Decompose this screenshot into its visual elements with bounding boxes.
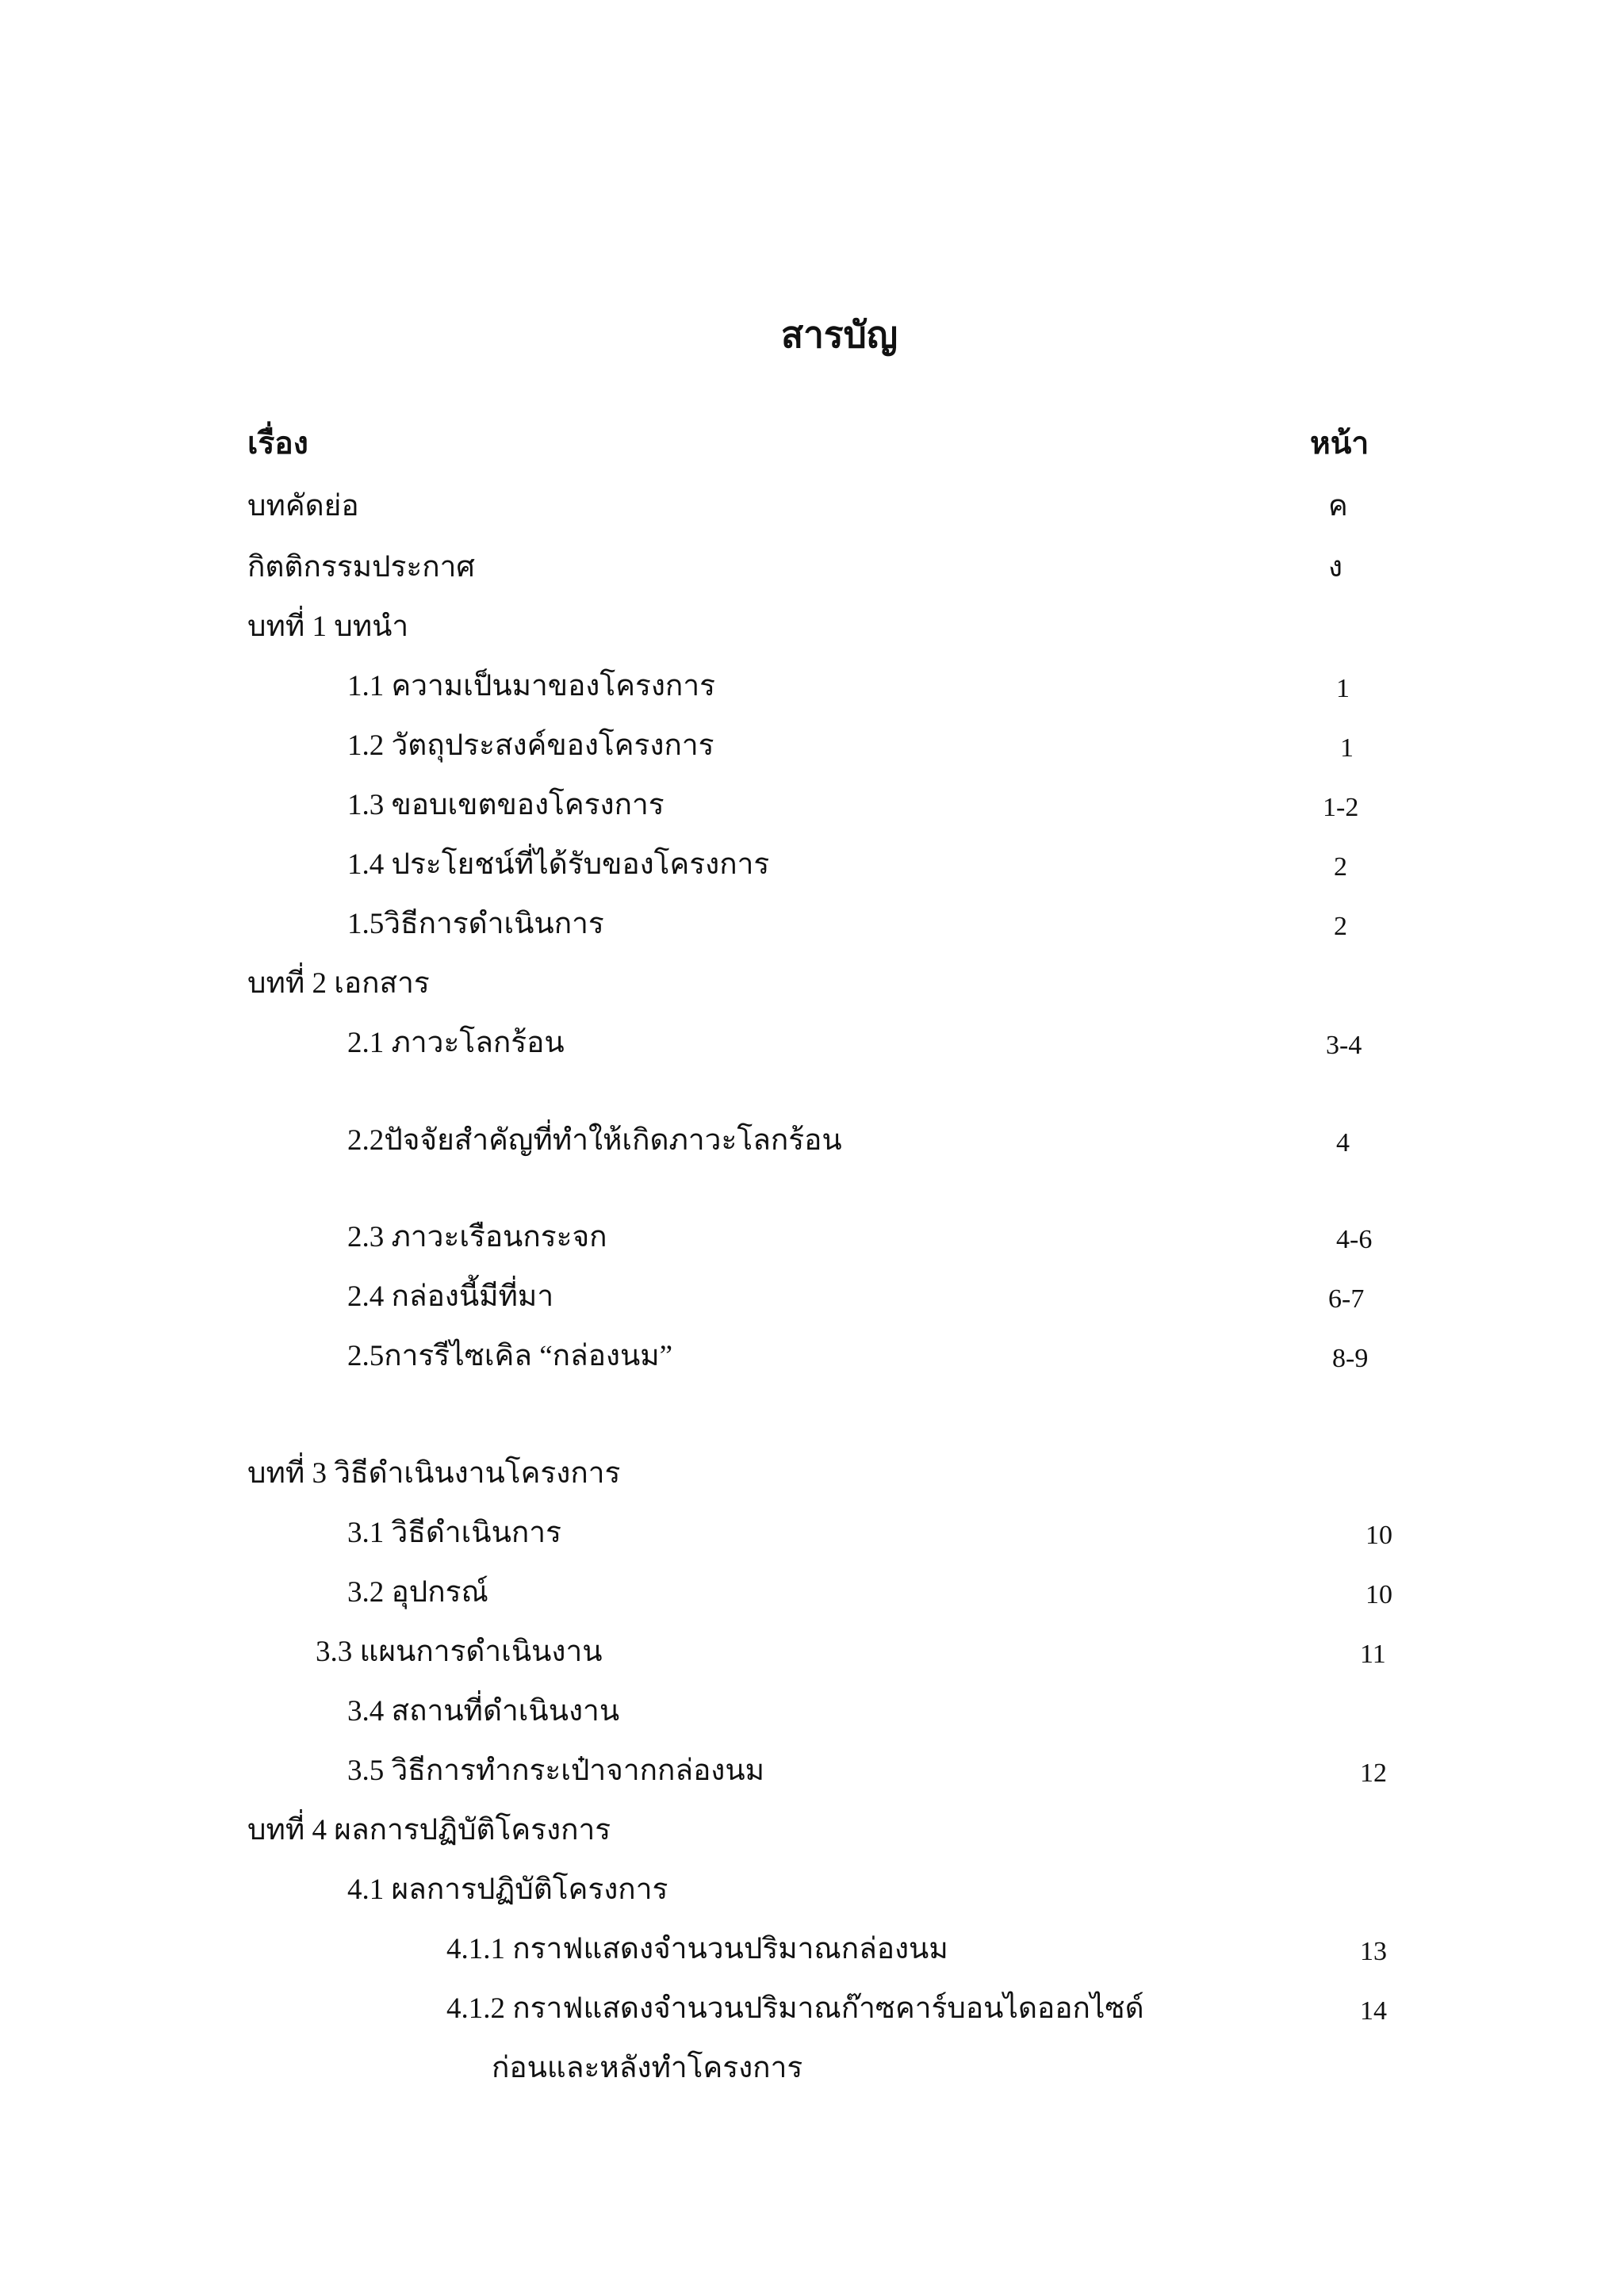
toc-chapter: บทที่ 3 วิธีดำเนินงานโครงการ [247, 1457, 621, 1490]
toc-entry: 4.1.2 กราฟแสดงจำนวนปริมาณก๊าซคาร์บอนไดออกไซด์ [446, 1992, 1144, 2025]
toc-entry-continuation: ก่อนและหลังทำโครงการ [492, 2052, 803, 2084]
toc-page: 10 [1365, 1521, 1392, 1550]
toc-entry: 3.4 สถานที่ดำเนินงาน [347, 1695, 620, 1728]
toc-page: 14 [1360, 1996, 1387, 2026]
toc-entry: 1.3 ขอบเขตของโครงการ [347, 789, 665, 821]
topic-column-header: เรื่อง [247, 427, 308, 461]
toc-page: 4-6 [1336, 1225, 1373, 1254]
toc-entry: 1.5วิธีการดำเนินการ [347, 908, 604, 940]
toc-page: 3-4 [1326, 1031, 1362, 1060]
toc-entry: 1.1 ความเป็นมาของโครงการ [347, 670, 715, 702]
toc-page: 10 [1365, 1580, 1392, 1609]
toc-entry: 3.5 วิธีการทำกระเป๋าจากกล่องนม [347, 1755, 765, 1787]
toc-page: 8-9 [1332, 1344, 1369, 1373]
toc-page: 12 [1360, 1758, 1387, 1788]
page-column-header: หน้า [1310, 427, 1369, 461]
toc-page: 1 [1336, 674, 1350, 703]
toc-entry: 2.3 ภาวะเรือนกระจก [347, 1221, 607, 1253]
toc-chapter: บทที่ 4 ผลการปฏิบัติโครงการ [247, 1814, 611, 1846]
toc-entry: 1.4 ประโยชน์ที่ได้รับของโครงการ [347, 848, 770, 881]
toc-entry: 2.4 กล่องนี้มีที่มา [347, 1280, 554, 1313]
toc-page: 11 [1360, 1640, 1386, 1669]
toc-entry: 2.5การรีไซเคิล “กล่องนม” [347, 1340, 673, 1372]
toc-entry: บทคัดย่อ [247, 490, 359, 522]
toc-page: 2 [1334, 852, 1347, 882]
toc-page: ค [1328, 490, 1348, 522]
toc-entry: 3.2 อุปกรณ์ [347, 1576, 488, 1609]
toc-entry: 4.1.1 กราฟแสดงจำนวนปริมาณกล่องนม [446, 1933, 948, 1965]
toc-entry: 2.2ปัจจัยสำคัญที่ทำให้เกิดภาวะโลกร้อน [347, 1124, 842, 1157]
toc-page: 13 [1360, 1937, 1387, 1966]
toc-entry: 1.2 วัตถุประสงค์ของโครงการ [347, 729, 714, 762]
toc-page: 4 [1336, 1128, 1350, 1158]
page-title: สารบัญ [781, 315, 898, 355]
toc-page: 1 [1340, 733, 1354, 763]
toc-page: 1-2 [1323, 793, 1359, 822]
toc-entry: 4.1 ผลการปฏิบัติโครงการ [347, 1873, 668, 1906]
toc-chapter: บทที่ 2 เอกสาร [247, 967, 430, 1000]
toc-page: 6-7 [1328, 1284, 1365, 1314]
toc-entry: กิตติกรรมประกาศ [247, 551, 475, 584]
toc-page: ง [1328, 551, 1343, 584]
toc-entry: 2.1 ภาวะโลกร้อน [347, 1027, 565, 1059]
toc-chapter: บทที่ 1 บทนำ [247, 610, 409, 643]
toc-page: 2 [1334, 912, 1347, 941]
toc-entry: 3.1 วิธีดำเนินการ [347, 1517, 561, 1549]
toc-entry: 3.3 แผนการดำเนินงาน [316, 1636, 603, 1668]
